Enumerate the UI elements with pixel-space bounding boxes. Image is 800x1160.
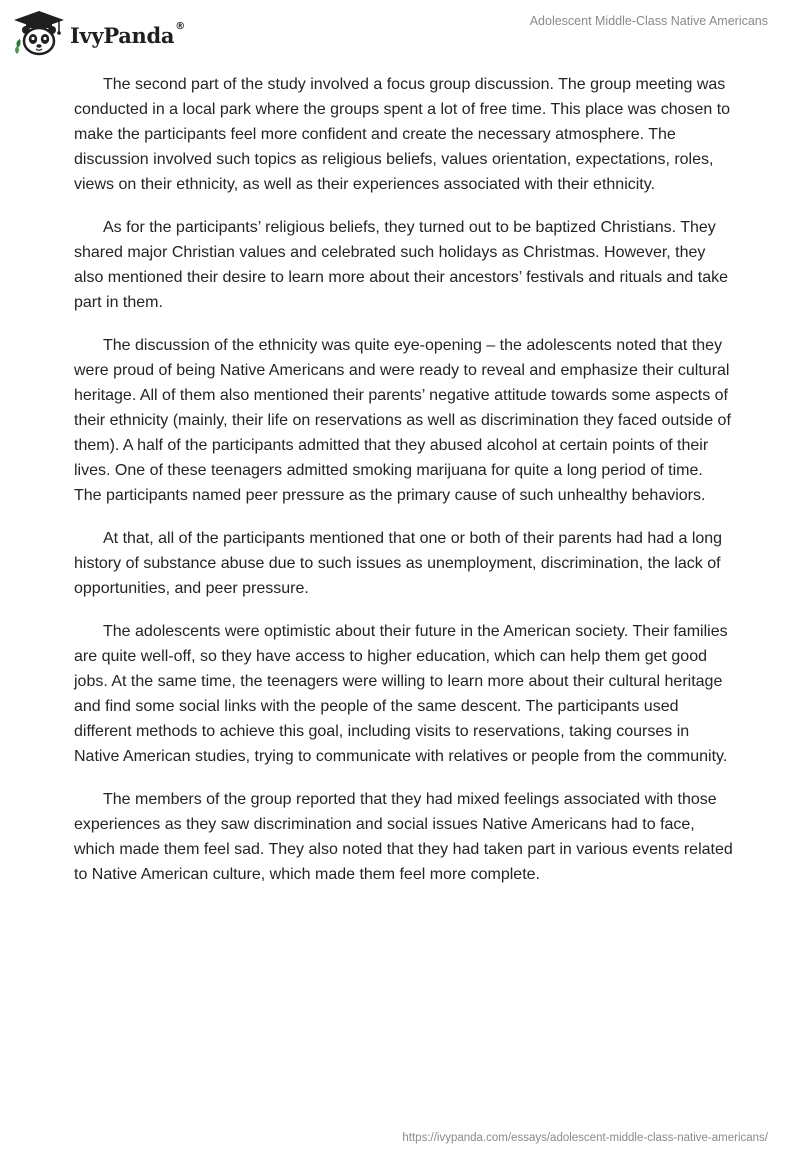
paragraph: The discussion of the ethnicity was quite eye-opening – the adolescents noted that they were proud of being Native Americans and were ready to reveal and emphasize their cultural heritage. All of them also mentioned their parents’ negative attitude towards some aspects of their ethnicity (mainly, their life on reservations as well as discrimination they faced outside of them). A half of the participants admitted that they abused alcohol at certain points of their lives. One of these teenagers admitted smoking marijuana for quite a long period of time. The participants named peer pressure as the primary cause of such unhealthy behaviors. [74,337,731,504]
source-url-link[interactable]: https://ivypanda.com/essays/adolescent-middle-class-native-americans/ [402,1132,768,1144]
paragraph: The second part of the study involved a focus group discussion. The group meeting was conducted in a local park where the groups spent a lot of free time. This place was chosen to make the participants feel more confident and create the necessary atmosphere. The discussion involved such topics as religious beliefs, values orientation, expectations, roles, views on their ethnicity, as well as their experiences associated with their ethnicity. [74,76,731,193]
paragraph: At that, all of the participants mentioned that one or both of their parents had had a long history of substance abuse due to such issues as unemployment, discrimination, the lack of opportunities, and peer pressure. [74,530,723,597]
brand-name: IvyPanda® [70,20,185,48]
paragraph: As for the participants’ religious beliefs, they turned out to be baptized Christians. They shared major Christian values and celebrated such holidays as Christmas. However, they also mentioned their desire to learn more about their ancestors’ festivals and rituals and take part in them. [74,219,728,311]
paragraph: The members of the group reported that they had mixed feelings associated with those experiences as they saw discrimination and social issues Native Americans had to face, which made them feel sad. They also noted that they had taken part in various events related to Native American culture, which made them feel more complete. [74,791,733,883]
document-title: Adolescent Middle-Class Native Americans [529,14,768,28]
ivypanda-logo[interactable] [12,8,185,58]
paragraph: The adolescents were optimistic about their future in the American society. Their families are quite well-off, so they have access to higher education, which can help them get good jobs. At the same time, the teenagers were willing to learn more about their cultural heritage and find some social links with the people of the same descent. The participants used different methods to achieve this goal, including visits to reservations, taking courses in Native American studies, trying to communicate with relatives or people from the community. [74,623,728,765]
essay-body [74,72,734,905]
registered-mark: ® [175,20,185,32]
page-header [0,0,800,60]
panda-graduate-icon [12,8,66,58]
